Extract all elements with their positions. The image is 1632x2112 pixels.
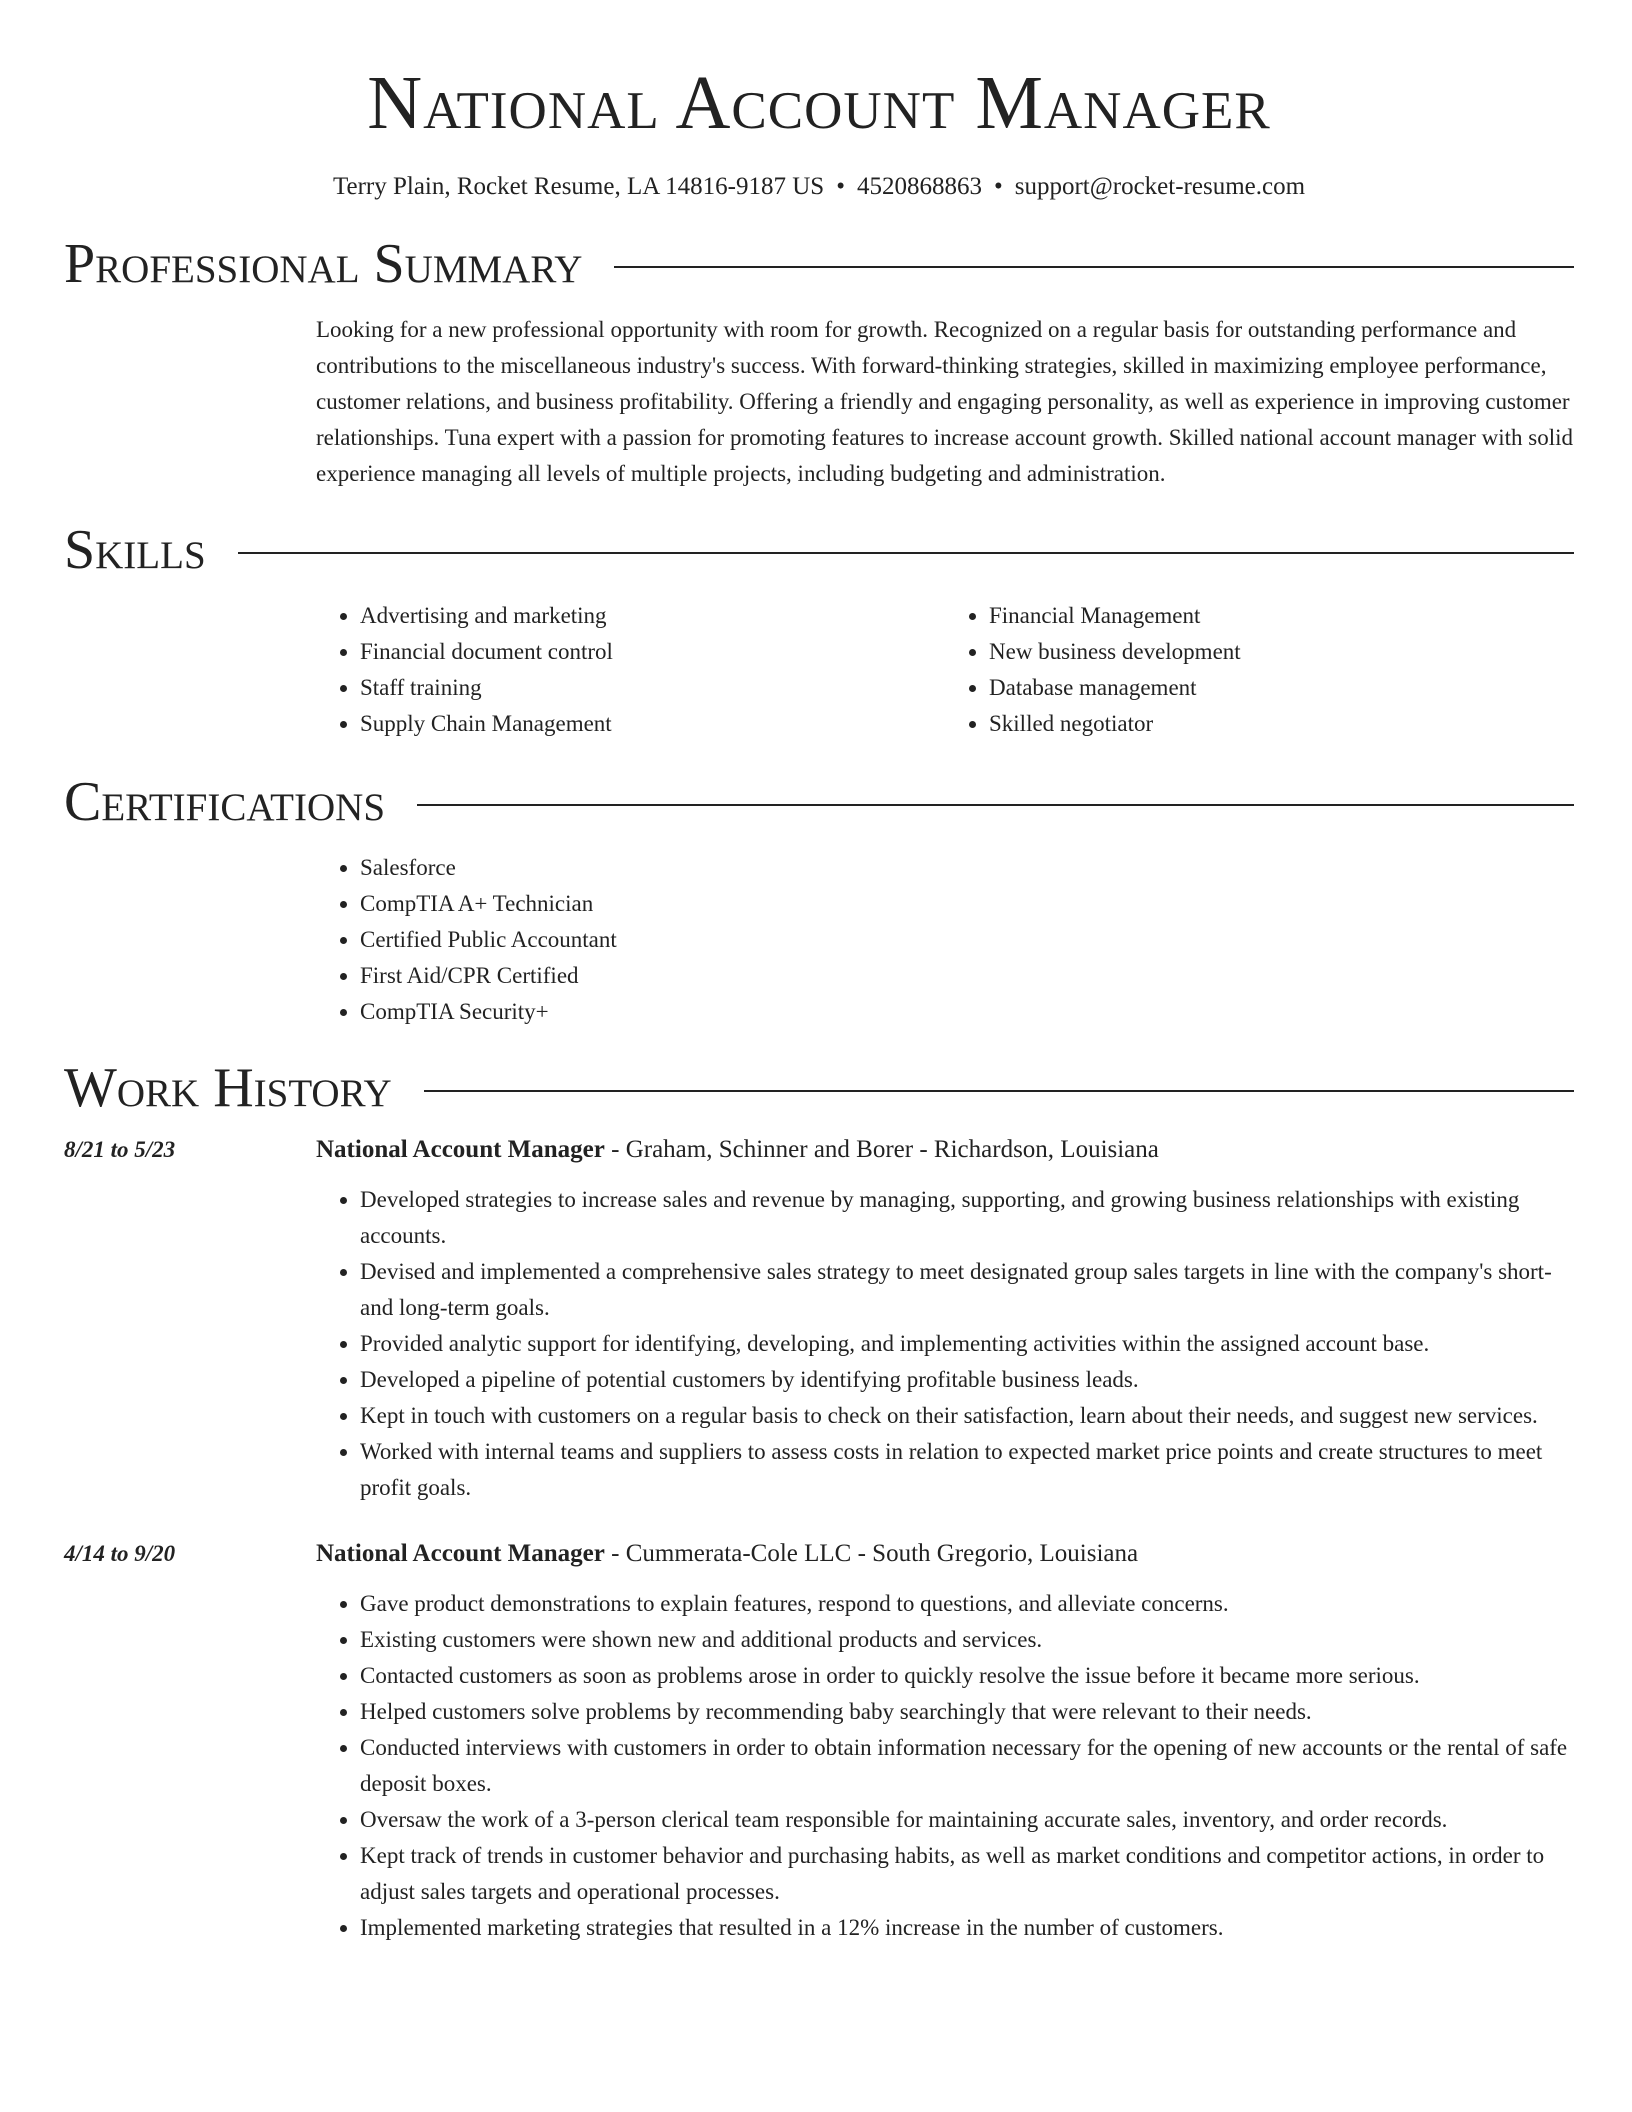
list-item: • Helped customers solve problems by recommending baby searchingly that were relevant to their needs. [360,1694,1574,1730]
skills-heading: Skills [64,519,206,581]
list-item: • Financial Management [989,598,1574,634]
job-heading [316,1536,1574,1572]
list-item: • Devised and implemented a comprehensive sales strategy to meet designated group sales targets in line with the company's short- and long-term goals. [360,1254,1574,1326]
work-section-header [64,1056,1574,1120]
job-title: National Account Manager [316,1136,605,1163]
job-bullets [316,1182,1574,1506]
list-item: • Contacted customers as soon as problems arose in order to quickly resolve the issue before it became more serious. [360,1658,1574,1694]
list-item: • Advertising and marketing [360,598,945,634]
contact-email: support@rocket-resume.com [1014,173,1306,200]
list-item: • Salesforce [360,850,1574,886]
resume-title: National Account Manager [367,61,1271,145]
list-item: • Staff training [360,670,945,706]
job-entry [64,1132,1574,1506]
section-divider [238,552,1574,554]
job-heading [316,1132,1574,1168]
list-item: • Financial document control [360,634,945,670]
contact-separator: • [993,173,1003,200]
list-item: • CompTIA Security+ [360,994,1574,1030]
skills-list [316,598,1574,742]
job-body [316,1132,1574,1506]
job-title: National Account Manager [316,1540,605,1567]
list-item: • Implemented marketing strategies that resulted in a 12% increase in the number of customers. [360,1910,1574,1946]
list-item: • Kept in touch with customers on a regular basis to check on their satisfaction, learn about their needs, and suggest new services. [360,1398,1574,1434]
contact-separator: • [836,173,845,200]
list-item: • Database management [989,670,1574,706]
skills-column-left [316,598,945,742]
summary-section-header [64,232,1574,296]
list-item: • Gave product demonstrations to explain features, respond to questions, and alleviate concerns. [360,1586,1574,1622]
list-item: • Developed a pipeline of potential customers by identifying profitable business leads. [360,1362,1574,1398]
job-dates: 8/21 to 5/23 [64,1137,176,1162]
skills-section-header [64,518,1574,582]
list-item: • Provided analytic support for identifying, developing, and implementing activities within the assigned account base. [360,1326,1574,1362]
list-item: • New business development [989,634,1574,670]
contact-line [64,170,1574,204]
list-item: • Developed strategies to increase sales and revenue by managing, supporting, and growing business relationships with existing accounts. [360,1182,1574,1254]
work-heading: Work History [64,1057,392,1119]
list-item: • First Aid/CPR Certified [360,958,1574,994]
list-item: • Skilled negotiator [989,706,1574,742]
list-item: • Oversaw the work of a 3-person clerical team responsible for maintaining accurate sales, inventory, and order records. [360,1802,1574,1838]
list-item: • Supply Chain Management [360,706,945,742]
certifications-section-header [64,770,1574,834]
certifications-heading: Certifications [64,771,386,833]
list-item: • Conducted interviews with customers in order to obtain information necessary for the opening of new accounts or the rental of safe deposit boxes. [360,1730,1574,1802]
list-item: • Existing customers were shown new and additional products and services. [360,1622,1574,1658]
list-item: • Worked with internal teams and suppliers to assess costs in relation to expected market price points and create structures to meet profit goals. [360,1434,1574,1506]
contact-phone: 4520868863 [856,173,982,200]
skills-column-right [945,598,1574,742]
summary-section [316,312,1574,492]
list-item: • CompTIA A+ Technician [360,886,1574,922]
list-item: • Certified Public Accountant [360,922,1574,958]
contact-address: Terry Plain, Rocket Resume, LA 14816-9187 US [332,173,825,200]
resume-page [64,0,1574,1946]
job-employer-location: - Graham, Schinner and Borer - Richardson, Louisiana [604,1136,1159,1163]
job-entry [64,1536,1574,1946]
section-divider [424,1090,1574,1092]
section-divider [417,804,1574,806]
summary-text: Looking for a new professional opportunity with room for growth. Recognized on a regular basis for outstanding performance and contributions to the miscellaneous industry's success. With forward-thinking strategies, skilled in maximizing employee performance, customer relations, and business profitability. Offering a friendly and engaging personality, as well as experience in improving customer relationships. Tuna expert with a passion for promoting features to increase account growth. Skilled national account manager with solid experience managing all levels of multiple projects, including budgeting and administration. [316,317,1574,486]
job-employer-location: - Cummerata-Cole LLC - South Gregorio, Louisiana [604,1540,1139,1567]
job-body [316,1536,1574,1946]
job-bullets [316,1586,1574,1946]
section-divider [614,266,1574,268]
job-dates: 4/14 to 9/20 [64,1541,176,1566]
summary-heading: Professional Summary [64,233,583,295]
list-item: • Kept track of trends in customer behavior and purchasing habits, as well as market conditions and competitor actions, in order to adjust sales targets and operational processes. [360,1838,1574,1910]
certifications-list [316,850,1574,1030]
